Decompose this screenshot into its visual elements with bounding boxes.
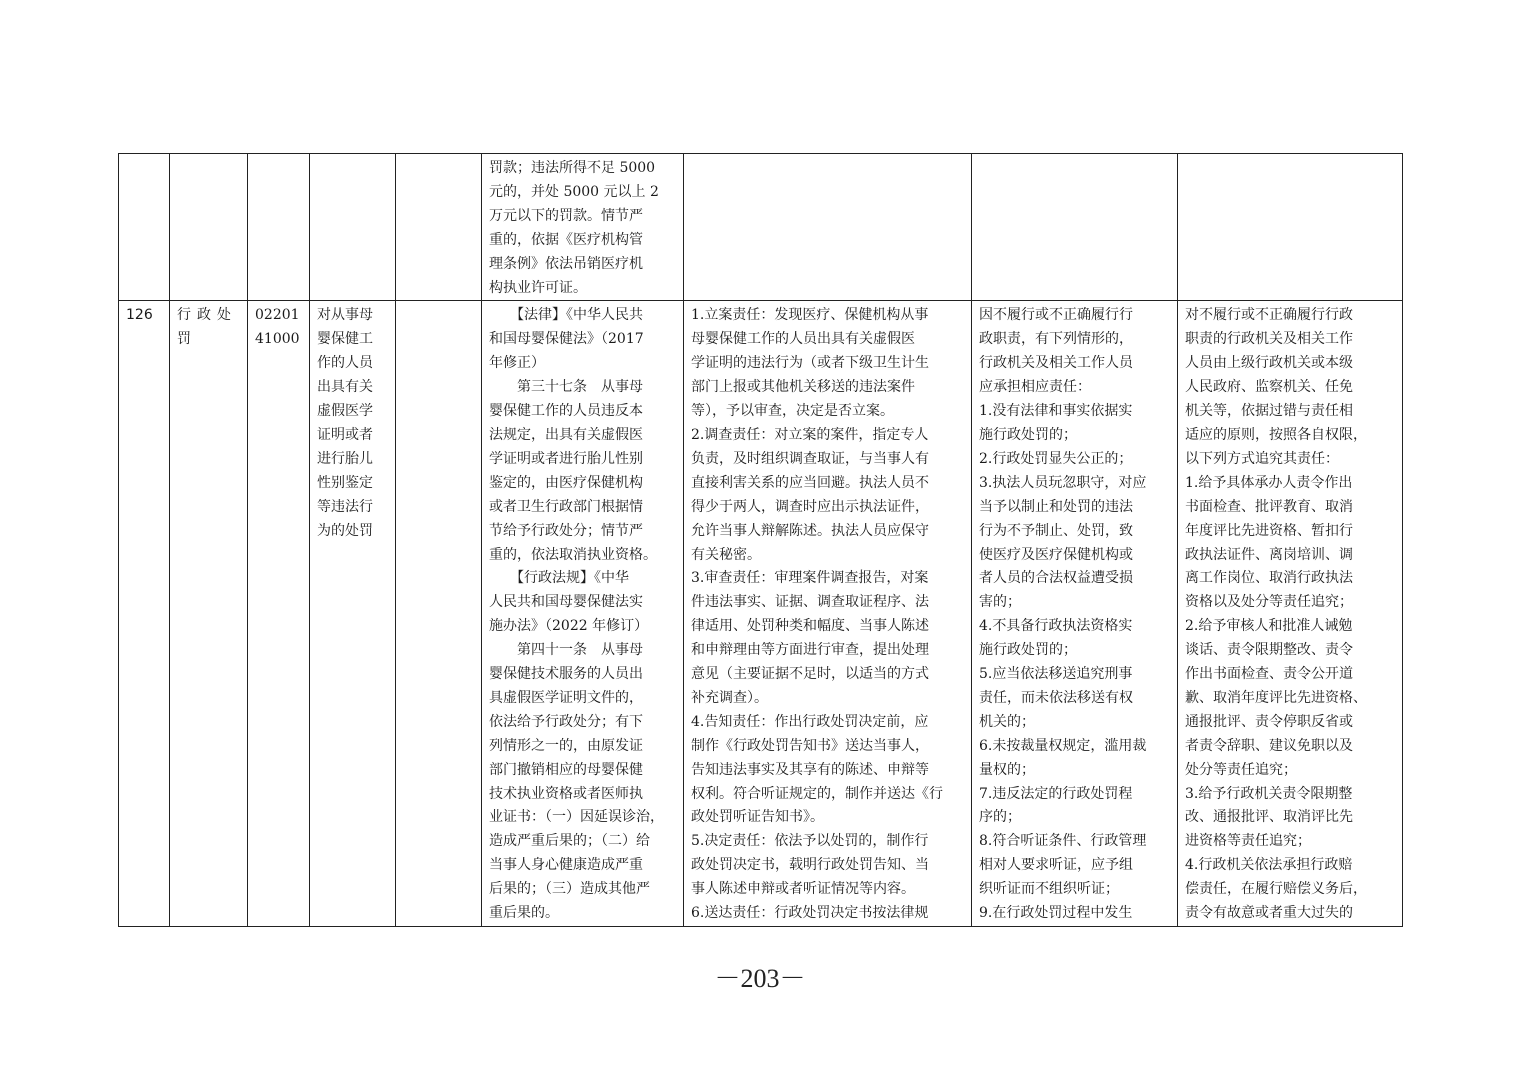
sub-item-cell [396, 301, 482, 927]
accountability-methods-cell: 对不履行或不正确履行行政 职责的行政机关及相关工作 人员由上级行政机关或本级 人民政府、监察机关、任免 机关等，依据过错与责任相 适应的原则，按照各自权限， 以下列方式追究其责任： 1.给予具体承办人责令作出 书面检查、批评教育、取消 年度评比先进资格、暂扣行 政执法证件、离岗培训、调 离工作岗位、取消行政执法 资格以及处分等责任追究； 2.给予审核人和批准人诫勉 谈话、责令限期整改、责令 作出书面检查、责令公开道 歉、取消年度评比先进资格、 通报批评、责令停职反省或 者责令辞职、建议免职以及 处分等责任追究； 3.给予行政机关责令限期整 改、通报批评、取消评比先 进资格等责任追究； 4.行政机关依法承担行政赔 偿责任，在履行赔偿义务后， 责令有故意或者重大过失的 [1178, 301, 1403, 927]
category-cell [170, 154, 248, 301]
duties-cell [684, 154, 972, 301]
category-cell: 行政处 罚 [170, 301, 248, 927]
table-row [119, 154, 1403, 301]
item-name-cell: 对从事母 婴保健工 作的人员 出具有关 虚假医学 证明或者 进行胎儿 性别鉴定 等违法行 为的处罚 [310, 301, 396, 927]
code-cell [248, 154, 310, 301]
table-row [119, 301, 1403, 927]
accountability-situations-cell: 因不履行或不正确履行行 政职责，有下列情形的， 行政机关及相关工作人员 应承担相应责任： 1.没有法律和事实依据实 施行政处罚的； 2.行政处罚显失公正的； 3.执法人员玩忽职守，对应 当予以制止和处罚的违法 行为不予制止、处罚，致 使医疗及医疗保健机构或 者人员的合法权益遭受损 害的； 4.不具备行政执法资格实 施行政处罚的； 5.应当依法移送追究刑事 责任，而未依法移送有权 机关的； 6.未按裁量权规定，滥用裁 量权的； 7.违反法定的行政处罚程 序的； 8.符合听证条件、行政管理 相对人要求听证，应予组 织听证而不组织听证； 9.在行政处罚过程中发生 [972, 301, 1178, 927]
item-name-cell [310, 154, 396, 301]
sub-item-cell [396, 154, 482, 301]
power-list-table [118, 153, 1403, 927]
duties-cell: 1.立案责任：发现医疗、保健机构从事 母婴保健工作的人员出具有关虚假医 学证明的违法行为（或者下级卫生计生 部门上报或其他机关移送的违法案件 等），予以审查，决定是否立案。 2.调查责任：对立案的案件，指定专人 负责，及时组织调查取证，与当事人有 直接利害关系的应当回避。执法人员不 得少于两人，调查时应出示执法证件， 允许当事人辩解陈述。执法人员应保守 有关秘密。 3.审查责任：审理案件调查报告，对案 件违法事实、证据、调查取证程序、法 律适用、处罚种类和幅度、当事人陈述 和申辩理由等方面进行审查，提出处理 意见（主要证据不足时，以适当的方式 补充调查）。 4.告知责任：作出行政处罚决定前，应 制作《行政处罚告知书》送达当事人， 告知违法事实及其享有的陈述、申辩等 权利。符合听证规定的，制作并送达《行 政处罚听证告知书》。 5.决定责任：依法予以处罚的，制作行 政处罚决定书，载明行政处罚告知、当 事人陈述申辩或者听证情况等内容。 6.送达责任：行政处罚决定书按法律规 [684, 301, 972, 927]
legal-basis-cell: 罚款；违法所得不足 5000 元的，并处 5000 元以上 2 万元以下的罚款。情节严 重的，依据《医疗机构管 理条例》依法吊销医疗机 构执业许可证。 [482, 154, 684, 301]
page-number: －203－ [714, 964, 806, 993]
row-number-cell: 126 [119, 301, 170, 927]
code-cell: 02201 41000 [248, 301, 310, 927]
row-number-cell [119, 154, 170, 301]
accountability-methods-cell [1178, 154, 1403, 301]
legal-basis-cell: 【法律】《中华人民共 和国母婴保健法》（2017 年修正） 第三十七条 从事母 婴保健工作的人员违反本 法规定，出具有关虚假医 学证明或者进行胎儿性别 鉴定的，由医疗保健机构 或者卫生行政部门根据情 节给予行政处分；情节严 重的，依法取消执业资格。 【行政法规】《中华 人民共和国母婴保健法实 施办法》（2022 年修订） 第四十一条 从事母 婴保健技术服务的人员出 具虚假医学证明文件的， 依法给予行政处分；有下 列情形之一的，由原发证 部门撤销相应的母婴保健 技术执业资格或者医师执 业证书：（一）因延误诊治， 造成严重后果的；（二）给 当事人身心健康造成严重 后果的；（三）造成其他严 重后果的。 [482, 301, 684, 927]
accountability-situations-cell [972, 154, 1178, 301]
